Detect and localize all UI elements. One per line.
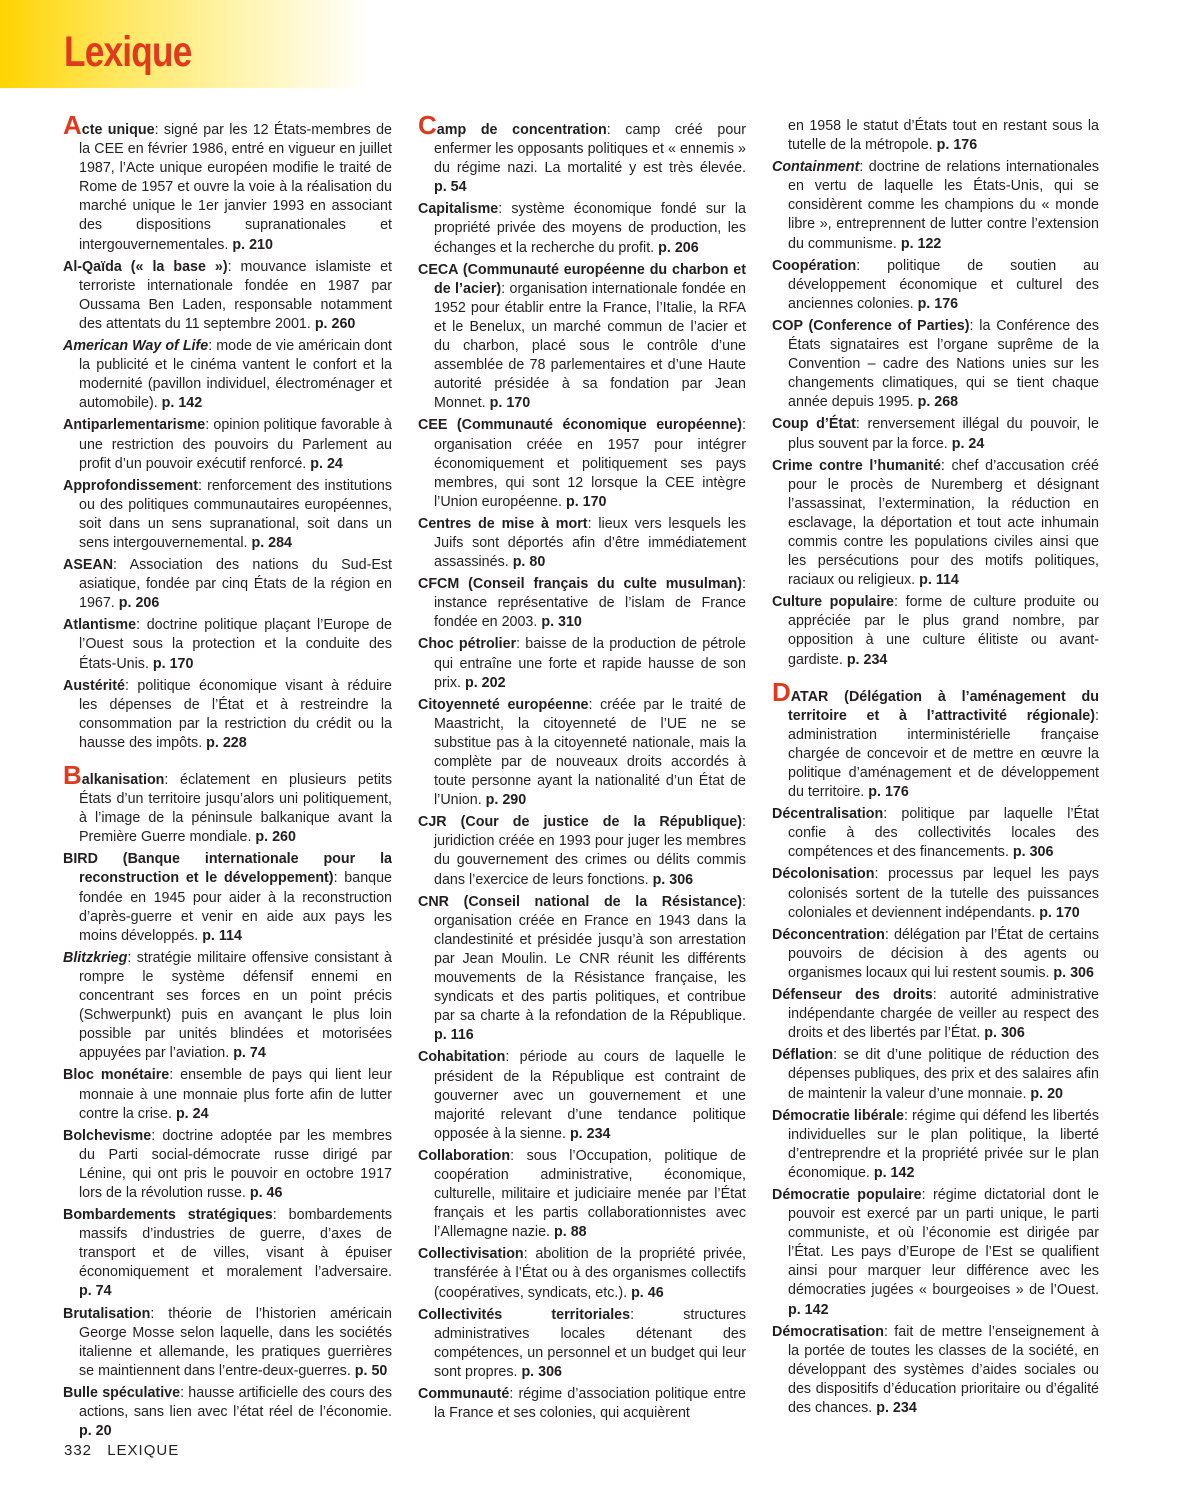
page-reference: p. 176 — [917, 295, 959, 312]
page-reference: p. 74 — [233, 1045, 266, 1062]
entry-definition: : forme de culture produite ou appréciée par le plus grand nombre, par opposition à une culture élitiste ou avant-gardiste. — [788, 594, 1100, 668]
entry-definition: : régime d’association politique entre la France et ses colonies, qui acquièrent — [434, 1386, 746, 1422]
entry-term: Cohabitation — [418, 1049, 506, 1066]
entry-term: CNR (Conseil national de la Résistance) — [418, 893, 743, 910]
page-reference: p. 176 — [868, 784, 909, 801]
entry-definition: : créée par le traité de Maastricht, la citoyenneté de l’UE ne se substitue pas à la citoyenneté nationale, mais la complète par de nouveaux droits accordés à toute personne ayant la nationalité d’un État de l’Union. — [434, 696, 746, 809]
entry-term: Brutalisation — [63, 1305, 151, 1322]
glossary-column-2 — [418, 110, 746, 1426]
glossary-entry — [418, 893, 746, 1046]
glossary-entry — [63, 760, 392, 847]
glossary-entry — [63, 416, 392, 473]
page-reference: p. 234 — [846, 651, 888, 668]
page-reference: p. 206 — [118, 595, 160, 612]
glossary-entry — [772, 158, 1099, 253]
entry-term: Capitalisme — [418, 201, 499, 218]
page-reference: p. 114 — [202, 927, 242, 944]
page-reference: p. 228 — [206, 734, 247, 751]
glossary-entry — [418, 200, 746, 257]
entry-definition: : théorie de l’historien américain George Mosse selon laquelle, dans les sociétés italienne et allemande, les pratiques guerrières se maintiennent dans l’entre-deux-guerres. — [79, 1305, 392, 1379]
page-reference: p. 24 — [175, 1105, 209, 1122]
entry-term: CJR (Cour de justice de la République) — [418, 814, 743, 831]
glossary-entry — [418, 110, 746, 197]
glossary-entry — [63, 1066, 392, 1123]
page-reference: p. 142 — [788, 1301, 829, 1318]
entry-definition: : baisse de la production de pétrole qui entraîne une forte et rapide hausse de son prix. — [434, 636, 746, 691]
entry-term: Communauté — [418, 1386, 510, 1402]
entry-definition: : banque fondée en 1945 pour aider à la reconstruction d’après-guerre et venir en aide aux pays les moins développés. — [79, 870, 392, 944]
entry-term: Centres de mise à mort — [418, 515, 588, 532]
page-reference: p. 50 — [354, 1362, 388, 1379]
entry-term: Bolchevisme — [63, 1127, 152, 1144]
entry-term: Démocratie populaire — [772, 1186, 922, 1203]
entry-definition: : doctrine politique plaçant l’Europe de l’Ouest sous la protection et la conduite des États-Unis. — [79, 617, 392, 672]
entry-term: Décentralisation — [772, 806, 884, 823]
entry-definition: : opinion politique favorable à une restriction des pouvoirs du Parlement au profit d’un pouvoir exécutif renforcé. — [79, 417, 392, 472]
entry-term: Choc pétrolier — [418, 636, 517, 653]
page-reference: p. 176 — [936, 137, 978, 154]
entry-definition: : sous l’Occupation, politique de coopération administrative, économique, culturelle, militaire et judiciaire menée par l’État français et les partis collaborationnistes avec l’Allemagne nazie. — [434, 1147, 746, 1241]
glossary-entry — [772, 676, 1099, 803]
page-reference: p. 20 — [1030, 1085, 1064, 1102]
entry-definition: : structures administratives locales détenant des compétences, un personnel et un budget qui leur sont propres. — [434, 1306, 746, 1380]
entry-definition: : se dit d’une politique de réduction des dépenses publiques, des prix et des salaires afin de maintenir la valeur d’une monnaie. — [788, 1047, 1099, 1102]
page-reference: p. 170 — [1039, 904, 1080, 921]
glossary-entry — [418, 696, 746, 811]
entry-term: Antiparlementarisme — [63, 417, 206, 434]
page-reference: p. 170 — [565, 493, 607, 510]
page-reference: p. 142 — [873, 1164, 915, 1181]
entry-term: amp de concentration — [436, 122, 607, 138]
page-reference: p. 170 — [489, 395, 531, 412]
glossary-entry — [63, 616, 392, 673]
glossary-entry — [418, 1306, 746, 1382]
page-reference: p. 310 — [541, 614, 582, 631]
entry-term: Crime contre l’humanité — [772, 457, 941, 474]
entry-term: Austérité — [63, 677, 125, 694]
glossary-entry — [63, 477, 392, 553]
entry-term: Containment — [772, 159, 860, 176]
entry-definition: : renversement illégal du pouvoir, le plus souvent par la force. — [788, 416, 1099, 452]
glossary-entry — [772, 457, 1099, 591]
page-reference: p. 24 — [951, 435, 985, 452]
glossary-entry — [772, 317, 1099, 412]
page-reference: p. 284 — [251, 534, 292, 551]
entry-definition: en 1958 le statut d’États tout en restant sous la tutelle de la métropole. — [788, 118, 1099, 154]
entry-term: Approfondissement — [63, 477, 199, 494]
entry-term: Décolonisation — [772, 866, 875, 883]
page-reference: p. 116 — [434, 1027, 474, 1044]
entry-term: Collectivisation — [418, 1246, 524, 1263]
glossary-entry — [63, 1206, 392, 1301]
entry-definition: : Association des nations du Sud-Est asiatique, fondée par cinq États de la région en 1967. — [79, 557, 392, 612]
glossary-entry — [418, 813, 746, 889]
glossary-entry — [772, 805, 1099, 862]
entry-definition: : administration interministérielle française chargée de concevoir et de mettre en œuvre la politique d’aménagement et de développement du territoire. — [788, 707, 1099, 801]
entry-definition: : la Conférence des États signataires est l’organe suprême de la Convention – cadre des Nations unies sur les changements climatiques, qui se tient chaque année depuis 1995. — [788, 317, 1100, 411]
entry-term: CEE (Communauté économique européenne) — [418, 417, 743, 434]
page-reference: p. 170 — [152, 655, 194, 672]
glossary-entry — [772, 1186, 1099, 1320]
entry-definition: : mode de vie américain dont la publicité et le cinéma vantent le confort et la modernité (pavillon individuel, électroménager et automobile). — [79, 338, 392, 412]
page-reference: p. 88 — [554, 1224, 587, 1241]
entry-term: Défenseur des droits — [772, 987, 933, 1004]
glossary-entry — [772, 1107, 1099, 1183]
entry-term: CECA (Communauté européenne du charbon et de l’acier) — [418, 261, 746, 297]
entry-definition: : organisation créée en 1957 pour intégrer économiquement et politiquement ses pays membres, qui sont 12 lorsque la CEE intègre l’Union européenne. — [434, 417, 746, 510]
glossary-entry — [418, 635, 746, 692]
entry-term: Démocratie libérale — [772, 1107, 904, 1124]
entry-term: ASEAN — [63, 557, 114, 574]
entry-definition: : doctrine adoptée par les membres du Parti social-démocrate russe dirigé par Lénine, qui ont pris le pouvoir en octobre 1917 lors de la révolution russe. — [79, 1127, 392, 1201]
entry-definition: : régime dictatorial dont le pouvoir est exercé par un parti unique, le parti communiste, et où l’économie est dirigée par l’État. Les pays d’Europe de l’Est se qualifient ainsi pour marquer leur différence avec les démocraties jugées « bourgeoises » de l’Ouest. — [788, 1186, 1099, 1299]
entry-definition: : fait de mettre l’enseignement à la portée de toutes les classes de la société, en développant des systèmes d’aides sociales ou des dispositifs d’éducation prioritaire ou d’égalité des chances. — [788, 1323, 1099, 1416]
entry-term: Culture populaire — [772, 594, 895, 611]
page-reference: p. 114 — [919, 572, 959, 589]
entry-term: Blitzkrieg — [63, 949, 128, 966]
glossary-entry — [63, 677, 392, 753]
entry-definition: : politique par laquelle l’État confie à des collectivités locales des compétences et des financements. — [788, 806, 1099, 861]
glossary-entry — [418, 261, 746, 414]
glossary-entry — [772, 1323, 1099, 1418]
page-number: 332 — [64, 1442, 93, 1459]
entry-term: Déflation — [772, 1047, 834, 1064]
page-reference: p. 20 — [79, 1423, 112, 1440]
page-reference: p. 46 — [631, 1284, 664, 1301]
glossary-entry — [63, 1305, 392, 1381]
glossary-entry — [418, 515, 746, 572]
entry-term: ATAR (Délégation à l’aménagement du territoire et à l’attractivité régionale) — [788, 688, 1099, 724]
entry-definition: : régime qui défend les libertés individuelles sur le plan politique, la liberté d’entreprendre et la propriété privée sur le plan économique. — [788, 1107, 1099, 1181]
entry-term: American Way of Life — [63, 338, 209, 355]
entry-definition: : juridiction créée en 1993 pour juger les membres du gouvernement des crimes ou délits commis dans l’exercice de leurs fonctions. — [434, 814, 746, 888]
entry-term: BIRD (Banque internationale pour la reconstruction et le développement) — [63, 851, 392, 887]
entry-definition: : hausse artificielle des cours des actions, sans lien avec l’état réel de l’économie. — [79, 1384, 392, 1420]
page-reference: p. 234 — [569, 1125, 611, 1142]
page-reference: p. 142 — [161, 395, 203, 412]
glossary-entry — [63, 949, 392, 1064]
glossary-entry — [63, 337, 392, 413]
entry-term: Coopération — [772, 257, 857, 274]
entry-term: Al-Qaïda (« la base ») — [63, 258, 228, 275]
entry-definition: : éclatement en plusieurs petits États d’un territoire jusqu’alors uni politiquement, à l’image de la péninsule balkanique avant la Première Guerre mondiale. — [79, 772, 392, 846]
page-reference: p. 24 — [310, 455, 343, 472]
entry-term: Bulle spéculative — [63, 1384, 181, 1401]
entry-definition: : période au cours de laquelle le président de la République est contraint de gouverner avec un gouvernement et une majorité relevant d’une tendance politique opposée à la sienne. — [434, 1049, 746, 1142]
glossary-entry — [63, 1127, 392, 1203]
page-title: Lexique — [64, 28, 192, 76]
entry-definition: : instance représentative de l’islam de France fondée en 2003. — [434, 576, 746, 631]
entry-term: Collectivités territoriales — [418, 1306, 631, 1323]
entry-definition: : organisation créée en France en 1943 dans la clandestinité et présidée jusqu’à son arrestation par Jean Moulin. Le CNR réunit les différents mouvements de la Résistance française, les syndicats et des partis politiques, et contribue par sa charte à la refondation de la République. — [434, 893, 746, 1025]
glossary-entry — [63, 850, 392, 945]
glossary-entry — [772, 1046, 1099, 1103]
entry-term: Citoyenneté européenne — [418, 696, 589, 713]
page-reference: p. 290 — [485, 792, 527, 809]
page-reference: p. 260 — [314, 315, 356, 332]
page-reference: p. 54 — [434, 179, 467, 196]
entry-definition: : mouvance islamiste et terroriste internationale fondée en 1987 par Oussama Ben Laden, responsable notamment des attentats du 11 septembre 2001. — [79, 258, 392, 332]
drop-initial: D — [772, 676, 791, 707]
page-reference: p. 122 — [900, 235, 942, 252]
entry-definition: : renforcement des institutions ou des politiques communautaires européennes, soit dans un sens supranational, soit dans un sens intergouvernemental. — [79, 477, 392, 551]
entry-definition: : politique économique visant à réduire les dépenses de l’État et à restreindre la consommation par la restriction du crédit ou la hausse des impôts. — [79, 677, 392, 751]
entry-term: Collaboration — [418, 1147, 511, 1164]
glossary-entry — [418, 575, 746, 632]
glossary-column-3 — [772, 117, 1099, 1421]
entry-term: alkanisation — [81, 772, 165, 788]
entry-definition: : doctrine de relations internationales en vertu de laquelle les États-Unis, qui se considèrent comme les champions du « monde libre », entreprennent de lutter contre l’extension du communisme. — [788, 159, 1099, 252]
entry-definition: : processus par lequel les pays colonisés sortent de la tutelle des puissances coloniales et deviennent indépendants. — [788, 866, 1099, 921]
page-reference: p. 306 — [984, 1025, 1025, 1042]
page-reference: p. 74 — [79, 1283, 112, 1300]
page-reference: p. 306 — [521, 1363, 562, 1380]
glossary-entry — [772, 593, 1099, 669]
glossary-entry — [772, 926, 1099, 983]
page-reference: p. 268 — [917, 394, 959, 411]
footer-section: LEXIQUE — [107, 1442, 180, 1459]
glossary-entry — [63, 258, 392, 334]
entry-term: Déconcentration — [772, 926, 885, 943]
glossary-entry — [772, 986, 1099, 1043]
page-reference: p. 306 — [652, 871, 694, 888]
entry-term: COP (Conference of Parties) — [772, 317, 970, 334]
entry-definition: : chef d’accusation créé pour le procès de Nuremberg et désignant l’assassinat, l’extermination, la réduction en esclavage, la déportation et tout acte inhumain commis contre les populations civiles ainsi que les persécutions pour des motifs politiques, raciaux ou religieux. — [788, 457, 1100, 589]
entry-definition: : autorité administrative indépendante chargée de veiller au respect des droits et des libertés par l’État. — [788, 987, 1099, 1042]
page-reference: p. 306 — [1012, 844, 1054, 861]
page-reference: p. 202 — [465, 674, 506, 691]
entry-term: Démocratisation — [772, 1323, 885, 1340]
entry-term: Coup d’État — [772, 416, 856, 433]
entry-definition: : lieux vers lesquels les Juifs sont déportés afin d’être immédiatement assassinés. — [434, 515, 746, 571]
page-reference: p. 80 — [512, 554, 546, 571]
drop-initial: B — [63, 760, 82, 790]
page-reference: p. 306 — [1053, 964, 1094, 981]
glossary-entry — [772, 865, 1099, 922]
glossary-entry — [63, 1384, 392, 1441]
drop-initial: C — [418, 110, 437, 140]
entry-definition: : signé par les 12 États-membres de la CEE en février 1986, entré en vigueur en juillet 1987, l’Acte unique européen modifie le traité de Rome de 1957 et ouvre la voie à la réalisation du marché unique le 1er janvier 1993 en associant des dispositions supranationales et intergouvernementales. — [79, 122, 392, 253]
entry-term: cte unique — [81, 122, 155, 138]
glossary-entry — [418, 416, 746, 511]
entry-term: CFCM (Conseil français du culte musulman) — [418, 576, 743, 593]
entry-definition: : politique de soutien au développement économique et culturel des anciennes colonies. — [788, 257, 1099, 312]
drop-initial: A — [63, 110, 82, 140]
entry-definition: : bombardements massifs d’industries de guerre, d’axes de transport et de villes, visant à épuiser économiquement et moralement l’adversaire. — [79, 1207, 392, 1281]
glossary-entry — [772, 415, 1099, 453]
glossary-entry — [788, 117, 1099, 155]
entry-term: Atlantisme — [63, 617, 137, 634]
entry-definition: : camp créé pour enfermer les opposants politiques et « ennemis » du régime nazi. La mortalité y est très élevée. — [434, 122, 746, 177]
glossary-entry — [418, 1245, 746, 1302]
glossary-entry — [63, 556, 392, 613]
glossary-entry — [63, 110, 392, 255]
glossary-entry — [772, 257, 1099, 314]
page-reference: p. 206 — [658, 239, 699, 256]
page-reference: p. 260 — [255, 829, 296, 846]
entry-definition: : organisation internationale fondée en 1952 pour établir entre la France, l’Italie, la RFA et le Benelux, un marché commun de l’acier et du charbon, placé sous le contrôle d’une assemblée de 78 parlementaires et d’une Haute autorité présidée à sa fondation par Jean Monnet. — [434, 280, 746, 412]
glossary-entry — [418, 1048, 746, 1143]
glossary-entry — [418, 1385, 746, 1423]
entry-definition: : abolition de la propriété privée, transférée à l’État ou à des organismes collectifs (coopératives, syndicats, etc.). — [434, 1246, 746, 1301]
entry-term: Bloc monétaire — [63, 1067, 170, 1084]
entry-definition: : délégation par l’État de certains pouvoirs de décision à des agents ou organismes locaux qui lui restent soumis. — [788, 926, 1099, 981]
entry-definition: : stratégie militaire offensive consistant à rompre le système défensif ennemi en concentrant ses forces en un point précis (Schwerpunkt) puis en avançant le plus loin possible par unités blindées et motorisées appuyées par l’aviation. — [79, 949, 392, 1062]
page-footer — [64, 1442, 179, 1459]
entry-definition: : système économique fondé sur la propriété privée des moyens de production, les échanges et la recherche du profit. — [434, 201, 746, 256]
page-reference: p. 46 — [249, 1184, 283, 1201]
glossary-column-1 — [63, 110, 392, 1444]
page-reference: p. 234 — [876, 1400, 917, 1416]
glossary-entry — [418, 1147, 746, 1242]
entry-term: Bombardements stratégiques — [63, 1207, 273, 1224]
entry-definition: : ensemble de pays qui lient leur monnaie à une monnaie plus forte afin de lutter contre la crise. — [79, 1067, 392, 1122]
page-reference: p. 210 — [232, 236, 273, 253]
